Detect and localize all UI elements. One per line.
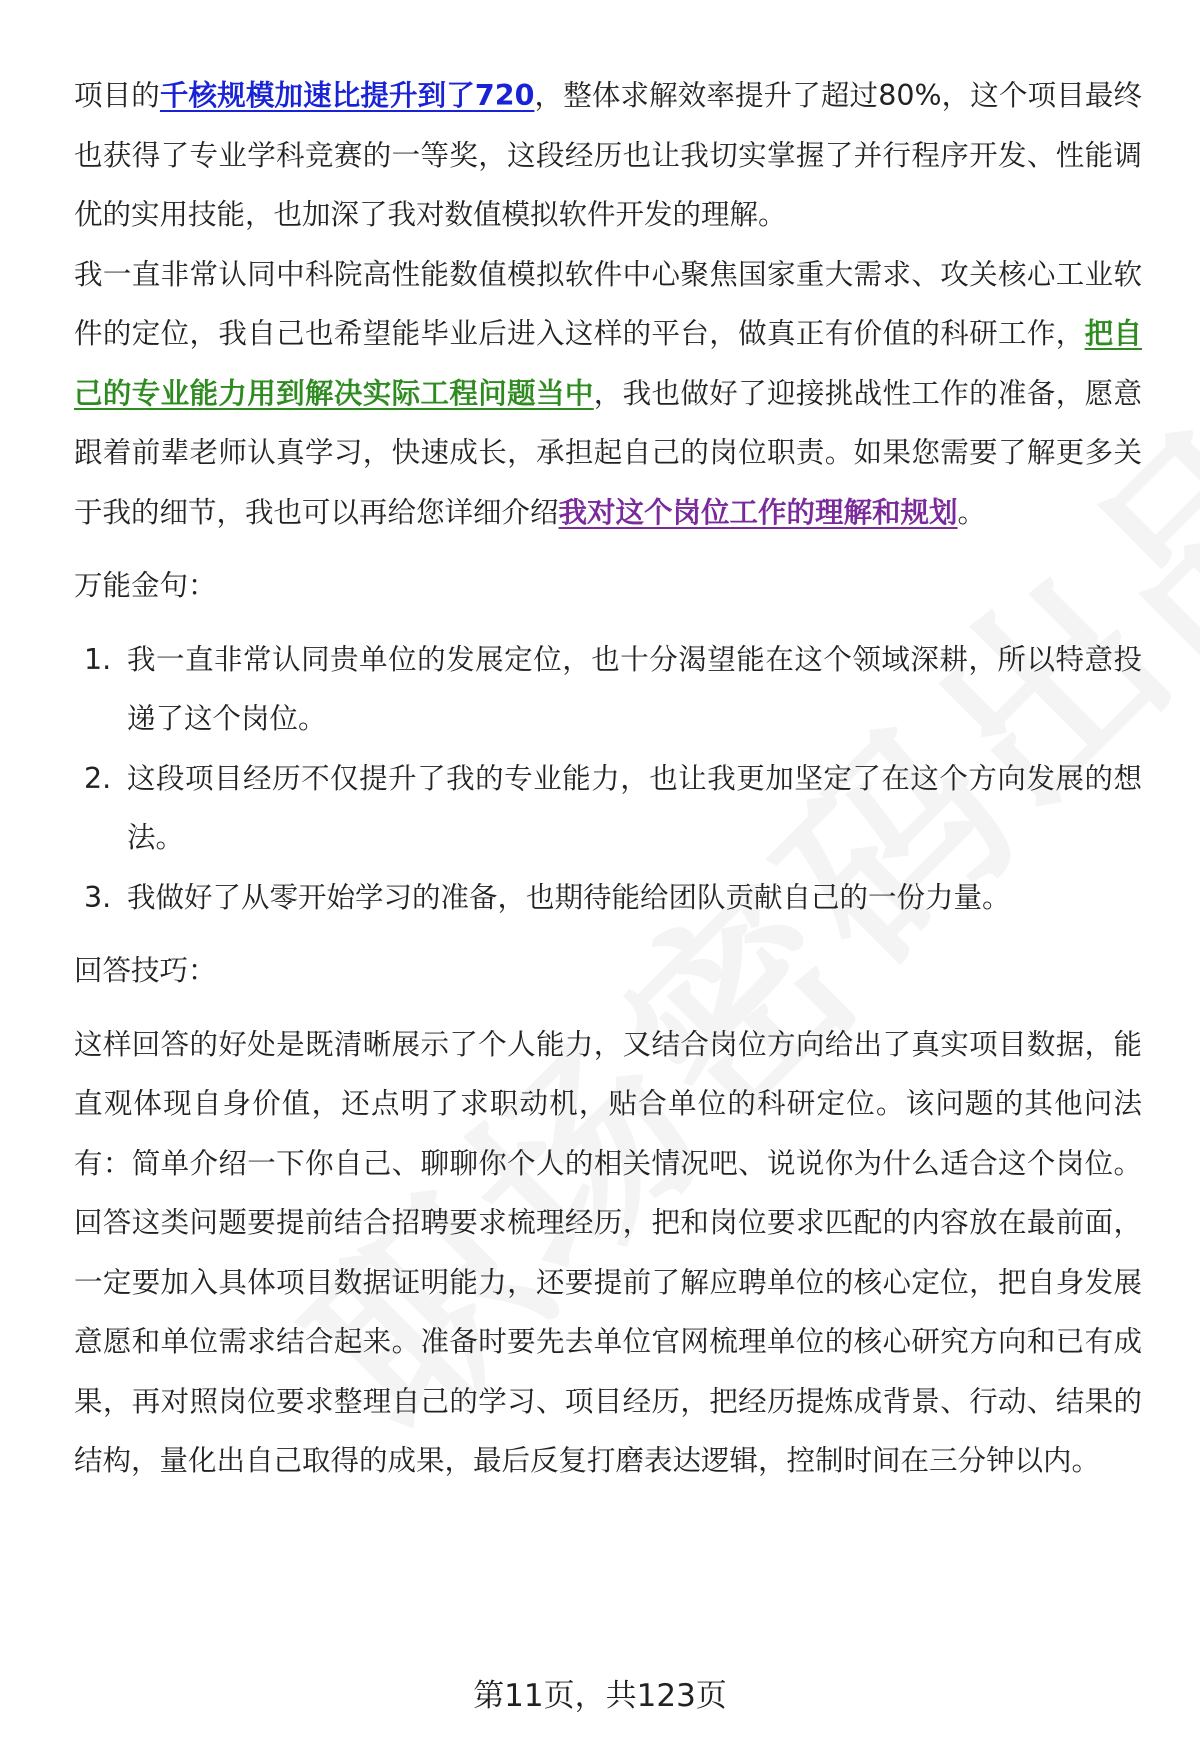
list-item: [74, 868, 1142, 928]
page-footer: 第11页，共123页: [473, 1678, 727, 1714]
list-text: 我一直非常认同贵单位的发展定位，也十分渴望能在这个领域深耕，所以特意投递了这个岗位。: [127, 642, 1142, 735]
list-text: 这段项目经历不仅提升了我的专业能力，也让我更加坚定了在这个方向发展的想法。: [127, 761, 1142, 854]
golden-sentences-list: [74, 630, 1142, 928]
highlight-speedup: 千核规模加速比提升到了720: [159, 79, 535, 112]
para2-post: 。: [957, 495, 987, 529]
list-text: 我做好了从零开始学习的准备，也期待能给团队贡献自己的一份力量。: [127, 880, 1011, 914]
para2-pre: 我一直非常认同中科院高性能数值模拟软件中心聚焦国家重大需求、攻关核心工业软件的定位，我自己也希望能毕业后进入这样的平台，做真正有价值的科研工作，: [74, 257, 1142, 350]
document-body: [74, 66, 1142, 1491]
list-number: 1.: [84, 642, 112, 676]
para1-pre: 项目的: [74, 79, 160, 112]
highlight-apply-skills: 把自己的专业能力用到解决实际工程问题当中: [74, 317, 1142, 410]
para1-post: ，整体求解效率提升了超过80%，这个项目最终也获得了专业学科竞赛的一等奖，这段经历也让我切实掌握了并行程序开发、性能调优的实用技能，也加深了我对数值模拟软件开发的理解。: [74, 79, 1142, 231]
list-number: 3.: [84, 880, 112, 914]
list-item: [74, 749, 1142, 868]
highlight-job-plan: 我对这个岗位工作的理解和规划: [558, 495, 958, 529]
para2-mid: ，我也做好了迎接挑战性工作的准备，愿意跟着前辈老师认真学习，快速成长，承担起自己的岗位职责。如果您需要了解更多关于我的细节，我也可以再给您详细介绍: [74, 376, 1142, 529]
list-item: [74, 630, 1142, 749]
section-label-answer-tips: 回答技巧：: [74, 954, 217, 987]
paragraph-motivation: [74, 245, 1142, 543]
section-label-golden-sentences: 万能金句：: [74, 569, 217, 602]
paragraph-answer-tips: 这样回答的好处是既清晰展示了个人能力，又结合岗位方向给出了真实项目数据，能直观体现自身价值，还点明了求职动机，贴合单位的科研定位。该问题的其他问法有：简单介绍一下你自己、聊聊你个人的相关情况吧、说说你为什么适合这个岗位。回答这类问题要提前结合招聘要求梳理经历，把和岗位要求匹配的内容放在最前面，一定要加入具体项目数据证明能力，还要提前了解应聘单位的核心定位，把自身发展意愿和单位需求结合起来。准备时要先去单位官网梳理单位的核心研究方向和已有成果，再对照岗位要求整理自己的学习、项目经历，把经历提炼成背景、行动、结果的结构，量化出自己取得的成果，最后反复打磨表达逻辑，控制时间在三分钟以内。: [74, 1027, 1142, 1477]
list-number: 2.: [84, 761, 112, 795]
paragraph-project-result: [74, 66, 1142, 245]
